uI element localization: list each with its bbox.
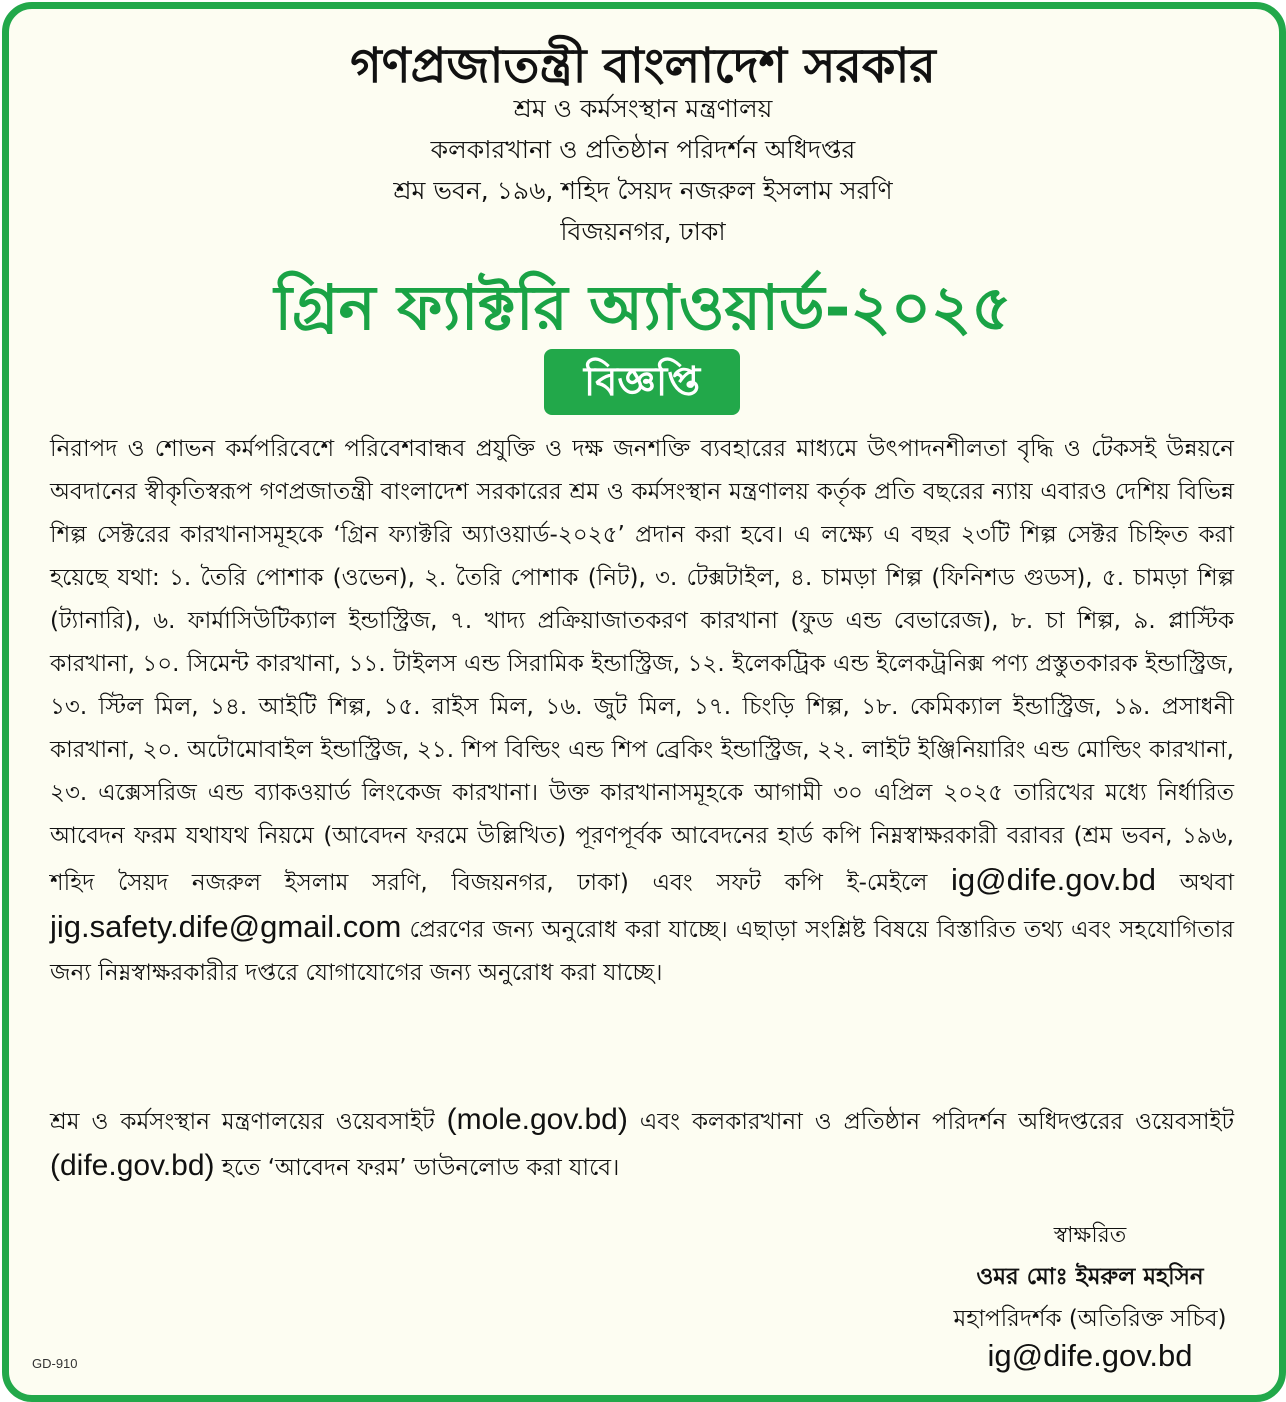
email-link-ig[interactable]: ig@dife.gov.bd — [951, 862, 1156, 897]
paragraph-tail: প্রেরণের জন্য অনুরোধ করা যাচ্ছে। এছাড়া সংশ্লিষ্ট বিষয়ে বিস্তারিত তথ্য এবং সহযোগিতার জন্য নিম্নস্বাক্ষরকারীর দপ্তরে যোগাযোগের জন্য অনুরোধ করা যাচ্ছে। — [50, 917, 1234, 986]
paragraph-text: নিরাপদ ও শোভন কর্মপরিবেশে পরিবেশবান্ধব প্রযুক্তি ও দক্ষ জনশক্তি ব্যবহারের মাধ্যমে উৎপাদনশীলতা বৃদ্ধি ও টেকসই উন্নয়নে অবদানের স্বীকৃতিস্বরূপ গণপ্রজাতন্ত্রী বাংলাদেশ সরকারের শ্রম ও কর্মসংস্থান মন্ত্রণালয় কর্তৃক প্রতি বছরের ন্যায় এবারও দেশিয় বিভিন্ন শিল্প সেক্টরের কারখানাসমূহকে ‘গ্রিন ফ্যাক্টরি অ্যাওয়ার্ড-২০২৫’ প্রদান করা হবে। এ লক্ষ্যে এ বছর ২৩টি শিল্প সেক্টর চিহ্নিত করা হয়েছে যথা: ১. তৈরি পোশাক (ওভেন), ২. তৈরি পোশাক (নিট), ৩. টেক্সটাইল, ৪. চামড়া শিল্প (ফিনিশড গুডস), ৫. চামড়া শিল্প (ট্যানারি), ৬. ফার্মাসিউটিক্যাল ইন্ডাস্ট্রিজ, ৭. খাদ্য প্রক্রিয়াজাতকরণ কারখানা (ফুড এন্ড বেভারেজ), ৮. চা শিল্প, ৯. প্লাস্টিক কারখানা, ১০. সিমেন্ট কারখানা, ১১. টাইলস এন্ড সিরামিক ইন্ডাস্ট্রিজ, ১২. ইলেকট্রিক এন্ড ইলেকট্রনিক্স পণ্য প্রস্তুতকারক ইন্ডাস্ট্রিজ, ১৩. স্টিল মিল, ১৪. আইটি শিল্প, ১৫. রাইস মিল, ১৬. জুট মিল, ১৭. চিংড়ি শিল্প, ১৮. কেমিক্যাল ইন্ডাস্ট্রিজ, ১৯. প্রসাধনী কারখানা, ২০. অটোমোবাইল ইন্ডাস্ট্রিজ, ২১. শিপ বিল্ডিং এন্ড শিপ ব্রেকিং ইন্ডাস্ট্রিজ, ২২. লাইট ইঞ্জিনিয়ারিং এন্ড মোল্ডিং কারখানা, ২৩. এক্সেসরিজ এন্ড ব্যাকওয়ার্ড লিংকেজ কারখানা। উক্ত কারখানাসমূহকে আগামী ৩০ এপ্রিল ২০২৫ তারিখের মধ্যে নির্ধারিত আবেদন ফরম যথাযথ নিয়মে (আবেদন ফরমে উল্লিখিত) পূরণপূর্বক আবেদনের হার্ড কপি নিম্নস্বাক্ষরকারী বরাবর (শ্রম ভবন, ১৯৬, শহিদ সৈয়দ নজরুল ইসলাম সরণি, বিজয়নগর, ঢাকা) এবং সফট কপি ই-মেইলে — [50, 436, 1234, 896]
email-link-jig[interactable]: jig.safety.dife@gmail.com — [50, 909, 402, 944]
signatory-name: ওমর মোঃ ইমরুল মহসিন — [976, 1264, 1204, 1290]
website-dife[interactable]: (dife.gov.bd) — [50, 1149, 215, 1182]
download-text-1: শ্রম ও কর্মসংস্থান মন্ত্রণালয়ের ওয়েবসাইট — [50, 1109, 435, 1135]
ministry-name: শ্রম ও কর্মসংস্থান মন্ত্রণালয় — [513, 94, 773, 123]
or-word: অথবা — [1179, 870, 1234, 896]
signed-label: স্বাক্ষরিত — [1053, 1223, 1127, 1248]
award-title: গ্রিন ফ্যাক্টরি অ্যাওয়ার্ড-২০২৫ — [274, 271, 1012, 344]
download-text-3: হতে ‘আবেদন ফরম’ ডাউনলোড করা যাবে। — [221, 1155, 620, 1181]
download-text-2: এবং কলকারখানা ও প্রতিষ্ঠান পরিদর্শন অধিদপ্তরের ওয়েবসাইট — [639, 1109, 1234, 1135]
signatory-email[interactable]: ig@dife.gov.bd — [987, 1338, 1193, 1373]
main-paragraph — [50, 428, 1234, 995]
download-paragraph — [50, 1098, 1234, 1190]
notice-badge: বিজ্ঞপ্তি — [544, 349, 740, 415]
address-line-2: বিজয়নগর, ঢাকা — [560, 217, 726, 246]
website-mole[interactable]: (mole.gov.bd) — [446, 1103, 628, 1136]
department-name: কলকারখানা ও প্রতিষ্ঠান পরিদর্শন অধিদপ্তর — [430, 135, 856, 164]
gd-code: GD-910 — [32, 1356, 78, 1371]
address-line-1: শ্রম ভবন, ১৯৬, শহিদ সৈয়দ নজরুল ইসলাম সরণি — [393, 176, 893, 205]
government-title: গণপ্রজাতন্ত্রী বাংলাদেশ সরকার — [350, 38, 936, 94]
signatory-designation: মহাপরিদর্শক (অতিরিক্ত সচিব) — [953, 1306, 1227, 1332]
